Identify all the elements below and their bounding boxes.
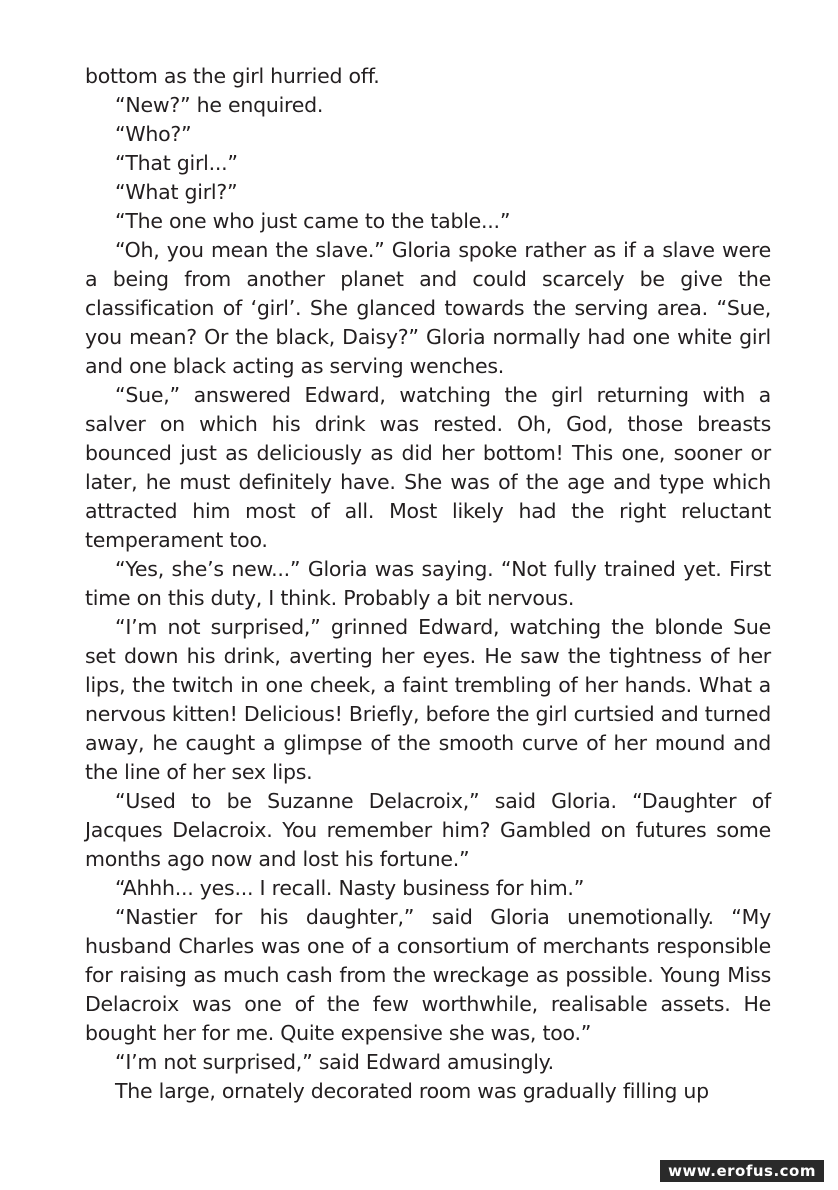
- paragraph-13: “Nastier for his daughter,” said Gloria unemotionally. “My husband Charles was one of a consortium of merchants responsible for raising as much cash from the wreckage as possible. Young Miss Delacroix was one of the few worthwhile, realisable assets. He bought her for me. Quite expensive she was, too.”: [85, 905, 771, 1045]
- paragraph-14: “I’m not surprised,” said Edward amusingly.: [115, 1050, 554, 1074]
- page-text: [85, 62, 771, 1106]
- paragraph-3: “Who?”: [115, 122, 192, 146]
- paragraph-1: bottom as the girl hurried off.: [85, 64, 380, 88]
- paragraph-8: “Sue,” answered Edward, watching the girl returning with a salver on which his drink was rested. Oh, God, those breasts bounced just as deliciously as did her bottom! This one, sooner or later, he must definitely have. She was of the age and type which attracted him most of all. Most likely had the right reluctant temperament too.: [85, 383, 771, 552]
- watermark: www.erofus.com: [660, 1160, 824, 1182]
- paragraph-12: “Ahhh... yes... I recall. Nasty business for him.”: [115, 876, 585, 900]
- paragraph-15: The large, ornately decorated room was gradually filling up: [115, 1079, 709, 1103]
- paragraph-10: “I’m not surprised,” grinned Edward, watching the blonde Sue set down his drink, averting her eyes. He saw the tightness of her lips, the twitch in one cheek, a faint trembling of her hands. What a nervous kitten! Delicious! Briefly, before the girl curtsied and turned away, he caught a glimpse of the smooth curve of her mound and the line of her sex lips.: [85, 615, 771, 784]
- paragraph-9: “Yes, she’s new...” Gloria was saying. “Not fully trained yet. First time on this duty, I think. Probably a bit nervous.: [85, 557, 771, 610]
- paragraph-5: “What girl?”: [115, 180, 238, 204]
- paragraph-2: “New?” he enquired.: [115, 93, 324, 117]
- paragraph-4: “That girl...”: [115, 151, 238, 175]
- paragraph-6: “The one who just came to the table...”: [115, 209, 511, 233]
- paragraph-7: “Oh, you mean the slave.” Gloria spoke rather as if a slave were a being from another planet and could scarcely be give the classification of ‘girl’. She glanced towards the serving area. “Sue, you mean? Or the black, Daisy?” Gloria normally had one white girl and one black acting as serving wenches.: [85, 238, 771, 378]
- paragraph-11: “Used to be Suzanne Delacroix,” said Gloria. “Daughter of Jacques Delacroix. You remember him? Gambled on futures some months ago now and lost his fortune.”: [85, 789, 771, 871]
